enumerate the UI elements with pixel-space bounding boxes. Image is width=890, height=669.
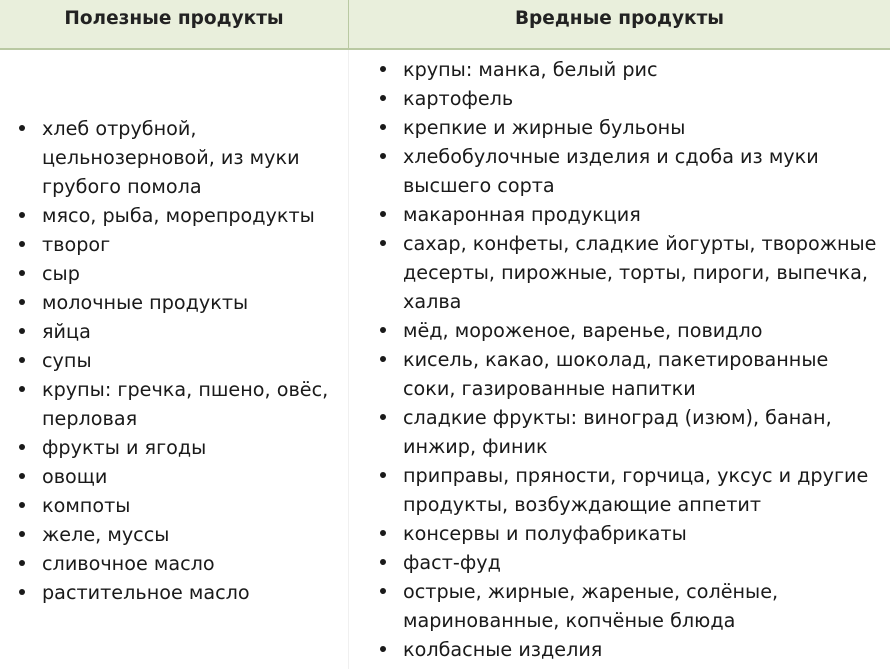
header-harmful-products: Вредные продукты (514, 8, 725, 29)
list-item: крепкие и жирные бульоны (374, 113, 884, 142)
list-item: картофель (374, 84, 884, 113)
list-item: консервы и полуфабрикаты (374, 519, 884, 548)
list-item: желе, муссы (13, 520, 343, 549)
body-column-divider (348, 50, 349, 669)
list-item: макаронная продукция (374, 200, 884, 229)
list-item: мёд, мороженое, варенье, повидло (374, 316, 884, 345)
list-item: творог (13, 230, 343, 259)
list-item: растительное масло (13, 578, 343, 607)
header-healthy-products: Полезные продукты (64, 8, 284, 29)
list-item: крупы: гречка, пшено, овёс, перловая (13, 375, 343, 433)
list-item: молочные продукты (13, 288, 343, 317)
list-item: хлеб отрубной, цельнозерновой, из муки грубого помола (13, 114, 343, 201)
list-item: крупы: манка, белый рис (374, 55, 884, 84)
list-item: приправы, пряности, горчица, уксус и другие продукты, возбуждающие аппетит (374, 461, 884, 519)
table-header-row (0, 0, 890, 50)
list-item: овощи (13, 462, 343, 491)
healthy-products-list (13, 114, 343, 607)
header-column-divider (348, 0, 349, 50)
list-item: супы (13, 346, 343, 375)
list-item: колбасные изделия (374, 635, 884, 664)
list-item: хлебобулочные изделия и сдоба из муки высшего сорта (374, 142, 884, 200)
harmful-products-list (374, 55, 884, 664)
list-item: компоты (13, 491, 343, 520)
list-item: сливочное масло (13, 549, 343, 578)
list-item: мясо, рыба, морепродукты (13, 201, 343, 230)
list-item: фрукты и ягоды (13, 433, 343, 462)
list-item: кисель, какао, шоколад, пакетированные соки, газированные напитки (374, 345, 884, 403)
list-item: яйца (13, 317, 343, 346)
list-item: сладкие фрукты: виноград (изюм), банан, инжир, финик (374, 403, 884, 461)
list-item: сыр (13, 259, 343, 288)
list-item: фаст-фуд (374, 548, 884, 577)
list-item: острые, жирные, жареные, солёные, маринованные, копчёные блюда (374, 577, 884, 635)
list-item: сахар, конфеты, сладкие йогурты, творожные десерты, пирожные, торты, пироги, выпечка, халва (374, 229, 884, 316)
